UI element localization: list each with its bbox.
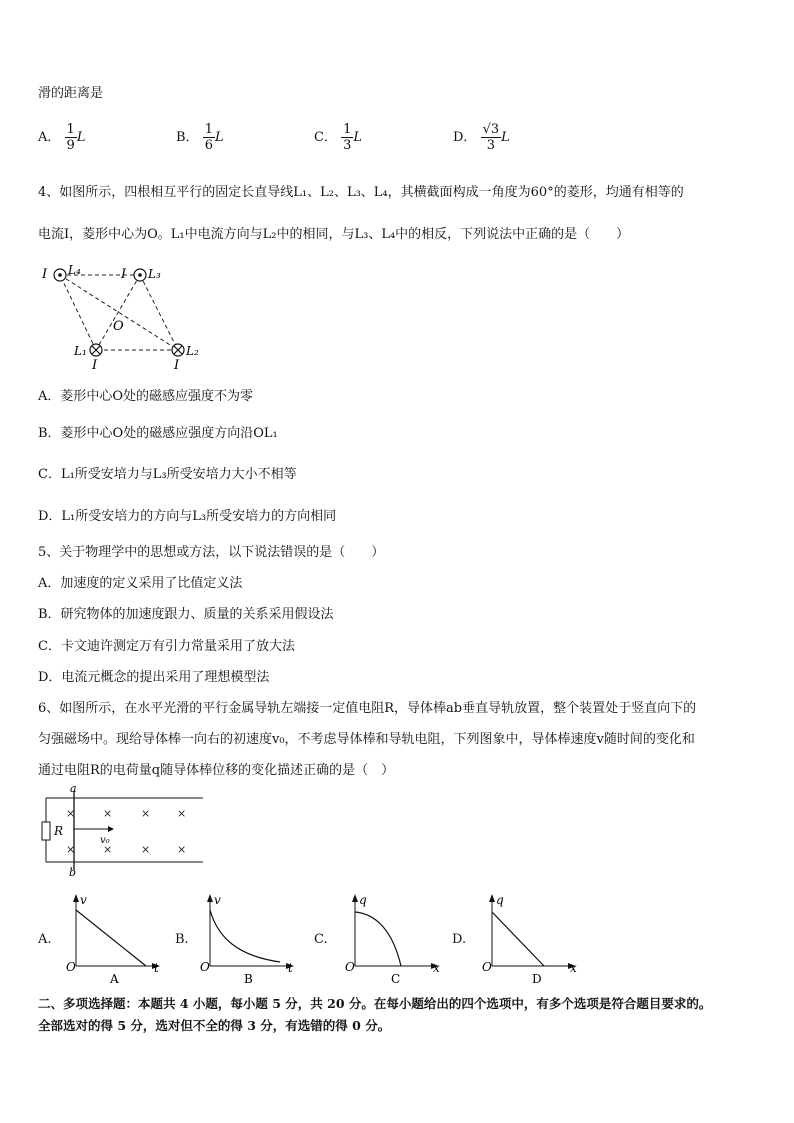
velocity-label: v₀: [100, 835, 110, 846]
section-two-header-line2: 全部选对的得 5 分，选对但不全的得 3 分，有选错的得 0 分。: [38, 1018, 391, 1033]
graph-c-y-label: q: [359, 893, 367, 907]
q3-option-b-label: B．: [176, 130, 199, 145]
graph-b[interactable]: [196, 892, 304, 986]
rail-circuit-figure: [38, 786, 208, 878]
y-axis-arrow-icon: [207, 894, 213, 902]
q6-stem-line1: 6、如图所示，在水平光滑的平行金属导轨左端接一定值电阻R，导体棒ab垂直导轨放置，整个装置处于竖直向下的: [38, 701, 697, 716]
y-axis-arrow-icon: [352, 894, 358, 902]
wire-l1-in-icon: [90, 344, 102, 356]
current-label-l3: I: [121, 267, 127, 282]
center-label-o: O: [113, 319, 124, 334]
q3-option-a-label: A．: [38, 130, 61, 145]
graph-d-origin: O: [482, 960, 492, 974]
section-two-header-line1: 二、多项选择题：本题共 4 小题，每小题 5 分，共 20 分。在每小题给出的四个选项中，有多个选项是符合题目要求的。: [38, 996, 712, 1011]
q5-option-b[interactable]: B．研究物体的加速度跟力、质量的关系采用假设法: [38, 607, 334, 622]
current-label-l1: I: [92, 358, 98, 372]
magnetic-field-crosses: [66, 807, 186, 856]
graph-d-y-label: q: [496, 893, 504, 907]
wire-label-l4: L₄: [68, 263, 81, 277]
q5-option-a[interactable]: A．加速度的定义采用了比值定义法: [38, 576, 243, 591]
q3-option-d[interactable]: D． $\frac{√3}{3}$ L: [453, 122, 510, 153]
graph-b-y-label: v: [214, 893, 221, 907]
rod-label-b: b: [69, 866, 77, 878]
field-cross-icon: ×: [103, 843, 113, 856]
graph-d-curve: [492, 912, 544, 966]
q5-stem: 5、关于物理学中的思想或方法，以下说法错误的是（ ）: [38, 545, 385, 560]
current-label-l4: I: [42, 267, 48, 282]
q4-option-a[interactable]: A．菱形中心O处的磁感应强度不为零: [38, 389, 254, 404]
q3-stem-tail: 滑的距离是: [38, 86, 104, 101]
q3-option-b-fraction: $\frac{1}{6}$: [204, 122, 213, 153]
graph-a-origin: O: [66, 960, 76, 974]
wire-label-l1: L₁: [74, 344, 87, 358]
wire-label-l3: L₃: [148, 267, 161, 281]
edge-l3-l2: [140, 275, 178, 350]
field-cross-icon: ×: [66, 843, 76, 856]
q3-option-c[interactable]: C． $\frac{1}{3}$ L: [314, 122, 363, 153]
graph-c-x-label: x: [433, 961, 440, 975]
graph-c[interactable]: [341, 892, 449, 986]
q6-option-b-label[interactable]: B.: [175, 932, 189, 947]
graph-a-x-label: t: [154, 961, 159, 975]
y-axis-arrow-icon: [73, 894, 79, 902]
graph-a[interactable]: [62, 892, 170, 986]
rhombus-edges: [60, 275, 178, 350]
q6-stem-line3: 通过电阻R的电荷量q随导体棒位移的变化描述正确的是（ ）: [38, 763, 395, 778]
field-cross-icon: ×: [141, 807, 151, 820]
q3-option-c-label: C．: [314, 130, 337, 145]
graph-d-name: D: [532, 972, 542, 986]
rhombus-figure: [38, 260, 218, 372]
q6-option-c-label[interactable]: C.: [314, 932, 328, 947]
q6-option-d-label[interactable]: D.: [452, 932, 467, 947]
q3-option-a[interactable]: A． $\frac{1}{9}$ L: [38, 122, 86, 153]
graph-b-x-label: t: [288, 961, 293, 975]
wire-l2-in-icon: [172, 344, 184, 356]
graph-c-origin: O: [345, 960, 355, 974]
resistor-label: R: [54, 824, 64, 838]
graph-b-name: B: [244, 972, 253, 986]
field-cross-icon: ×: [177, 843, 187, 856]
diagonal-l4-l2: [60, 275, 178, 350]
arrow-head-icon: [108, 826, 114, 832]
field-cross-icon: ×: [66, 807, 76, 820]
wire-l3-out-icon: [134, 269, 146, 281]
y-axis-arrow-icon: [489, 894, 495, 902]
wire-label-l2: L₂: [186, 344, 199, 358]
diagonal-l3-l1: [96, 275, 140, 350]
q5-option-c[interactable]: C．卡文迪许测定万有引力常量采用了放大法: [38, 639, 295, 654]
q3-option-a-fraction: $\frac{1}{9}$: [66, 122, 75, 153]
graph-d-x-label: x: [570, 961, 577, 975]
graph-b-origin: O: [200, 960, 210, 974]
q4-option-c[interactable]: C．L₁所受安培力与L₃所受安培力大小不相等: [38, 467, 297, 482]
resistor-icon: [42, 822, 50, 840]
q4-option-d[interactable]: D．L₁所受安培力的方向与L₃所受安培力的方向相同: [38, 509, 337, 524]
current-label-l2: I: [174, 358, 180, 372]
field-cross-icon: ×: [141, 843, 151, 856]
field-cross-icon: ×: [103, 807, 113, 820]
q5-option-d[interactable]: D．电流元概念的提出采用了理想模型法: [38, 670, 270, 685]
q6-stem-line2: 匀强磁场中。现给导体棒一向右的初速度v₀，不考虑导体棒和导轨电阻，下列图象中，导体棒速度v随时间的变化和: [38, 732, 695, 747]
q4-stem-line1: 4、如图所示，四根相互平行的固定长直导线L₁、L₂、L₃、L₄，其横截面构成一角度为60°的菱形，均通有相等的: [38, 185, 684, 200]
graph-d[interactable]: [478, 892, 586, 986]
q3-option-d-label: D．: [453, 130, 477, 145]
graph-a-curve: [76, 910, 146, 966]
q4-stem-line2: 电流I，菱形中心为O。L₁中电流方向与L₂中的相同，与L₃、L₄中的相反，下列说法中正确的是（ ）: [38, 227, 630, 242]
graph-a-y-label: v: [80, 893, 87, 907]
q3-option-b[interactable]: B． $\frac{1}{6}$ L: [176, 122, 224, 153]
q3-option-d-fraction: $\frac{√3}{3}$: [482, 122, 500, 153]
graph-b-curve: [210, 910, 280, 962]
q3-option-c-fraction: $\frac{1}{3}$: [343, 122, 352, 153]
graph-a-name: A: [110, 972, 119, 986]
graph-c-name: C: [391, 972, 401, 986]
wire-l4-out-icon: [54, 269, 66, 281]
rod-label-a: a: [70, 786, 77, 795]
graph-c-curve: [355, 912, 401, 966]
field-cross-icon: ×: [177, 807, 187, 820]
q6-option-a-label[interactable]: A.: [38, 932, 52, 947]
q4-option-b[interactable]: B．菱形中心O处的磁感应强度方向沿OL₁: [38, 426, 278, 441]
